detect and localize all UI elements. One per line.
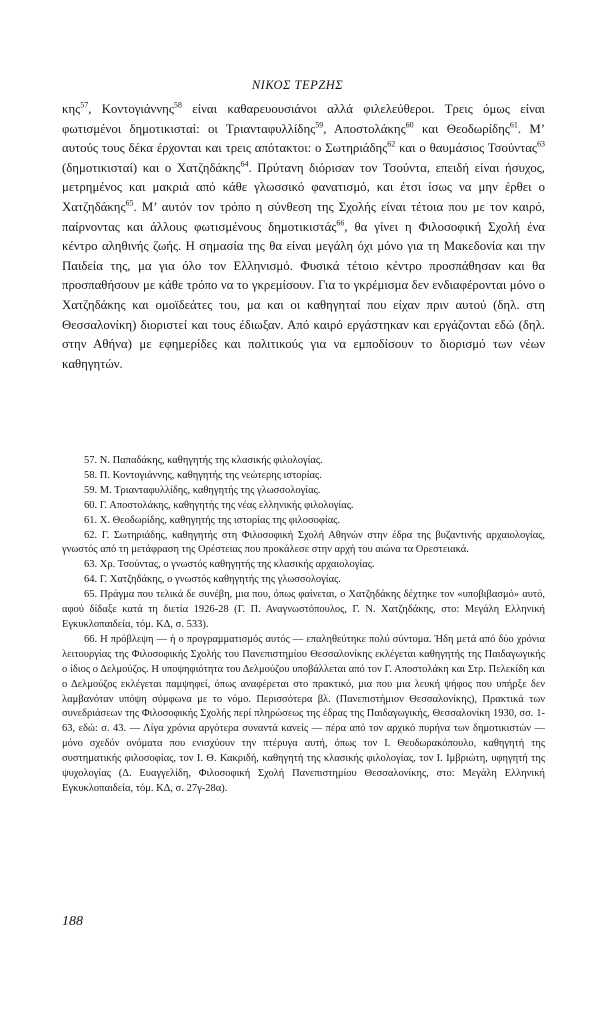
footnote: 60. Γ. Αποστολάκης, καθηγητής της νέας ελληνικής φιλολογίας.	[84, 499, 354, 511]
footnote-marker: 59	[315, 120, 324, 130]
paragraph-text: και ο θαυμάσιος Τσούντας	[395, 141, 537, 156]
footnote: 63. Χρ. Τσούντας, ο γνωστός καθηγητής της κλασικής αρχαιολογίας.	[84, 559, 375, 571]
paragraph-text: κης	[62, 102, 81, 116]
paragraph-text: . Μ’ αυτούς τους δέκα έρχονται και τρεις απότακτοι: ο Σωτηριάδης	[62, 121, 545, 156]
footnote: 66. Η πρόβλεψη — ή ο προγραμματισμός αυτός — επαληθεύτηκε πολύ σύντομα. Ήδη μετά από δύο χρόνια λειτουργίας της Φιλοσοφικής Σχολής του Πανεπιστημίου Θεσσαλονίκης εκλέγεται καθηγητής της Παιδαγωγικής ο ίδιος ο Δελμούζος. Η υποψηφιότητα του Δελμούζου υποβάλλεται από τον Γ. Αποστολάκη και Στρ. Πελεκίδη και ο Δελμούζος εκλέγεται παμψηφεί, όπως αναφέρεται στο πρακτικό, μια που μια λευκή ψήφος που υπήρξε δεν λαμβανόταν υπόψη σύμφωνα με το νόμο. Περισσότερα βλ. (Πανεπιστήμιον Θεσσαλονίκης), Πρακτικά των συνεδριάσεων της Φιλοσοφικής Σχολής περί πληρώσεως της έδρας της Παιδαγωγικής, Θεσσαλονίκη 1930, σσ. 1-63, εδώ: σ. 43. — Λίγα χρόνια αργότερα συναντά κανείς — πέρα από τον αρχικό πυρήνα των δημοτικιστών — μόνο σχεδόν ονόματα που ενισχύουν την πτέρυγα αυτή, όπως τον Ι. Θεοδωρακόπουλο, καθηγητή της συστηματικής φιλοσοφίας, τον Ι. Θ. Κακριδή, καθηγητή της κλασικής φιλολογίας, τον Ι. Ιμβριώτη, υφηγητή της ψυχολογίας (Δ. Ευαγγελίδη, Φιλοσοφική Σχολή Πανεπιστημίου Θεσσαλονίκης, στο: Μεγάλη Ελληνική Εγκυκλοπαιδεία, τόμ. ΚΔ, σ. 27γ-28α).	[62, 633, 545, 794]
paragraph-text: (δημοτικισταί) και ο Χατζηδάκης	[62, 160, 241, 175]
footnote: 62. Γ. Σωτηριάδης, καθηγητής στη Φιλοσοφική Σχολή Αθηνών στην έδρα της βυζαντινής αρχαιολογίας, γνωστός από τη μετάφραση της Ορέστειας που προκάλεσε στην αρχή του αιώνα τα Ορεστειακά.	[62, 529, 545, 556]
footnote-marker: 63	[537, 139, 545, 149]
footnote: 57. Ν. Παπαδάκης, καθηγητής της κλασικής φιλολογίας.	[84, 455, 323, 466]
main-paragraph	[62, 100, 545, 374]
paragraph-text: είναι καθαρευουσιάνοι αλλά φιλελεύθεροι. Τρεις όμως είναι φωτισμένοι δημοτικισταί: οι Τριανταφυλλίδης	[62, 102, 546, 136]
paragraph-text: και Θεοδωρίδης	[413, 121, 510, 136]
paragraph-text: . Μ’ αυτόν τον τρόπο η σύνθεση της Σχολής είναι τέτοια που με τον καιρό, παίρνοντας και άλλους φωτισμένους δημοτικιστάς	[62, 199, 545, 234]
footnote-marker: 58	[173, 100, 182, 110]
footnote: 64. Γ. Χατζηδάκης, ο γνωστός καθηγητής της γλωσσολογίας.	[84, 574, 341, 586]
footnote-marker: 60	[405, 120, 414, 130]
footnote-marker: 57	[80, 100, 89, 110]
footnote-marker: 66	[336, 218, 345, 228]
footnote: 65. Πράγμα που τελικά δε συνέβη, μια που, όπως φαίνεται, ο Χατζηδάκης δέχτηκε τον «υποβιβασμό» αυτό, αφού δίδαξε κατά τη διετία 1926-28 (Γ. Π. Αναγνωστόπουλος, Γ. Ν. Χατζηδάκης, στο: Μεγάλη Ελληνική Εγκυκλοπαιδεία, τόμ. ΚΔ, σ. 533).	[62, 589, 545, 630]
footnote-marker: 65	[125, 198, 134, 208]
footnotes	[62, 454, 545, 797]
paragraph-text: . Πρύτανη διόρισαν τον Τσούντα, επειδή είναι ήσυχος, μετρημένος και μακριά από κάθε γλωσσικό φανατισμό, και έτσι ίσως να μην έρθει ο Χατζηδάκης	[62, 160, 545, 214]
running-header: ΝΙΚΟΣ ΤΕΡΖΗΣ	[251, 78, 344, 92]
paragraph-text: , Κοντογιάννης	[88, 102, 174, 116]
page-number: 188	[62, 914, 83, 929]
footnote: 58. Π. Κοντογιάννης, καθηγητής της νεώτερης ιστορίας.	[84, 469, 322, 481]
paragraph-text: , θα γίνει η Φιλοσοφική Σχολή ένα κέντρο αληθινής ζωής. Η σημασία της θα είναι μεγάλη όχι μόνο για τη Μακεδονία και την Παιδεία της, μα για όλο τον Ελληνισμό. Φυσικά τέτοιο κέντρο προσπάθησαν και θα προσπαθήσουν με κάθε τρόπο να το γκρεμίσουν. Για το γκρέμισμα δεν ενδιαφέρονται μόνο ο Χατζηδάκης και ομοϊδεάτες του, μα και οι καθηγηταί που είχαν πριν αυτού (δηλ. στη Θεσσαλονίκη) διοριστεί και τους έδιωξαν. Από καιρό εργάστηκαν και εργάζονται εδώ (δηλ. στην Αθήνα) με εφημερίδες και πολιτικούς για να εμποδίσουν το διορισμό των νέων καθηγητών.	[62, 219, 545, 371]
footnote: 59. Μ. Τριανταφυλλίδης, καθηγητής της γλωσσολογίας.	[84, 484, 321, 496]
footnote-marker: 64	[240, 159, 249, 169]
footnote-marker: 62	[387, 139, 396, 149]
paragraph-text: , Αποστολάκης	[323, 121, 406, 136]
footnote: 61. Χ. Θεοδωρίδης, καθηγητής της ιστορίας της φιλοσοφίας.	[84, 514, 341, 526]
footnote-marker: 61	[509, 120, 518, 130]
